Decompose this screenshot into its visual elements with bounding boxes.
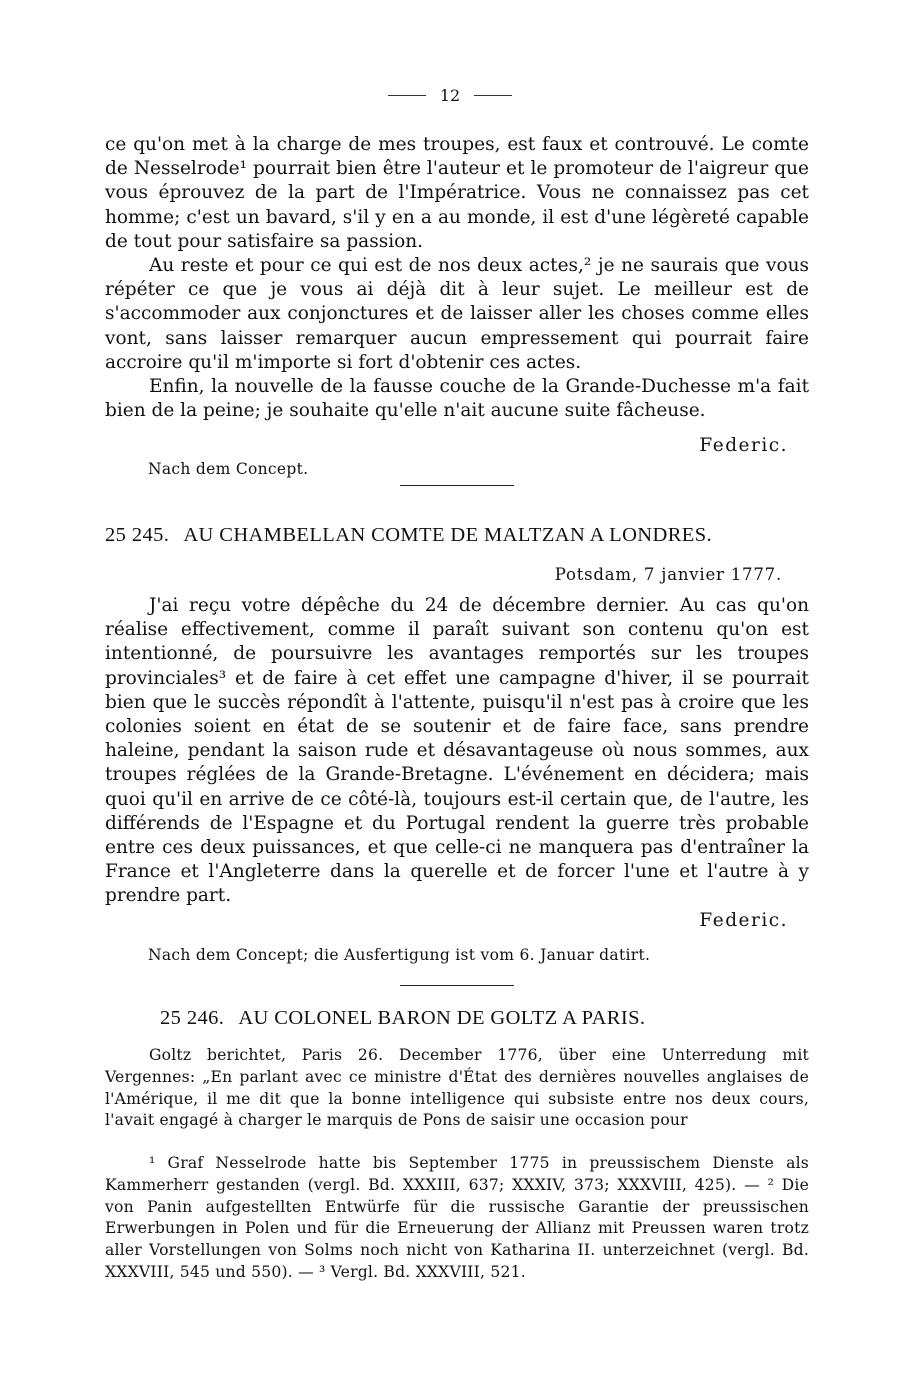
letter-2-body — [105, 594, 809, 909]
letter-3-number: 25 246. — [160, 1007, 225, 1029]
letter-2-source-note: Nach dem Concept; die Ausfertigung ist vom 6. Januar datirt. — [148, 946, 651, 964]
section-divider — [400, 985, 514, 986]
footnotes-text: ¹ Graf Nesselrode hatte bis September 1775 in preussischem Dienste als Kammerherr gestanden (vergl. Bd. XXXIII, 637; XXXIV, 373; XXXVIII, 425). — ² Die von Panin aufgestellten Entwürfe für die russische Garantie der preussischen Erwerbungen in Polen und für die Erneuerung der Allianz mit Preussen waren trotz aller Vorstellungen von Solms noch nicht von Katharina II. unterzeichnet (vergl. Bd. XXXVIII, 545 und 550). — ³ Vergl. Bd. XXXVIII, 521. — [105, 1154, 809, 1281]
letter-2-signature: Federic. — [699, 910, 788, 931]
letter-1-source-note: Nach dem Concept. — [148, 460, 309, 478]
letter-3-title: AU COLONEL BARON DE GOLTZ A PARIS. — [238, 1007, 646, 1029]
letter-1-paragraph-3: Enfin, la nouvelle de la fausse couche de la Grande-Duchesse m'a fait bien de la peine; je souhaite qu'elle n'ait aucune suite fâcheuse. — [105, 376, 809, 422]
letter-2-heading — [105, 524, 712, 547]
header-dash-left — [388, 95, 426, 96]
header-dash-right — [474, 95, 512, 96]
letter-2-paragraph: J'ai reçu votre dépêche du 24 de décembre dernier. Au cas qu'on réalise effectivement, comme il paraît suivant son contenu qu'on est intentionné, de poursuivre les avantages remportés sur les troupes provinciales³ et de faire à cet effet une campagne d'hiver, il se pourrait bien que le succès répondît à l'attente, puisqu'il n'est pas à croire que les colonies soient en état de se soutenir et de faire face, sans prendre haleine, pendant la saison rude et désavantageuse où nous sommes, aux troupes réglées de la Grande-Bretagne. L'événement en décidera; mais quoi qu'il en arrive de ce côté-là, toujours est-il certain que, de l'autre, les différends de l'Espagne et du Portugal rendent la guerre très probable entre ces deux puissances, et que celle-ci ne manquera pas d'entraîner la France et l'Angleterre dans la querelle et de forcer l'une et l'autre à y prendre part. — [105, 595, 809, 907]
letter-1-paragraph-2: Au reste et pour ce qui est de nos deux actes,² je ne saurais que vous répéter ce que je vous ai déjà dit à leur sujet. Le meilleur est de s'accommoder aux conjonctures et de laisser aller les choses comme elles vont, sans laisser remarquer aucun empressement qui pourrait faire accroire qu'il m'importe si fort d'obtenir ces actes. — [105, 255, 809, 373]
letter-3-summary — [105, 1045, 809, 1132]
letter-2-title: AU CHAMBELLAN COMTE DE MALTZAN A LONDRES. — [183, 524, 713, 546]
letter-3-summary-text: Goltz berichtet, Paris 26. December 1776, über eine Unterredung mit Vergennes: „En parlant avec ce ministre d'État des dernières nouvelles anglaises de l'Amérique, il me dit que la bonne intelligence qui subsiste entre nos deux cours, l'avait engagé à charger le marquis de Pons de saisir une occasion pour — [105, 1046, 809, 1130]
letter-3-heading — [160, 1007, 645, 1030]
letter-1-body — [105, 133, 809, 423]
page-header — [0, 86, 900, 105]
letter-1-paragraph-1: ce qu'on met à la charge de mes troupes, est faux et controuvé. Le comte de Nesselrode¹ pourrait bien être l'auteur et le promoteur de l'aigreur que vous éprouvez de la part de l'Impératrice. Vous ne connaissez pas cet homme; c'est un bavard, s'il y en a au monde, il est d'une légèreté capable de tout pour satisfaire sa passion. — [105, 134, 809, 252]
letter-1-signature: Federic. — [699, 435, 788, 456]
letter-2-dateline: Potsdam, 7 janvier 1777. — [554, 565, 782, 584]
section-divider — [400, 485, 514, 486]
page-number: 12 — [439, 86, 461, 105]
footnotes — [105, 1153, 809, 1284]
letter-2-number: 25 245. — [105, 524, 170, 546]
